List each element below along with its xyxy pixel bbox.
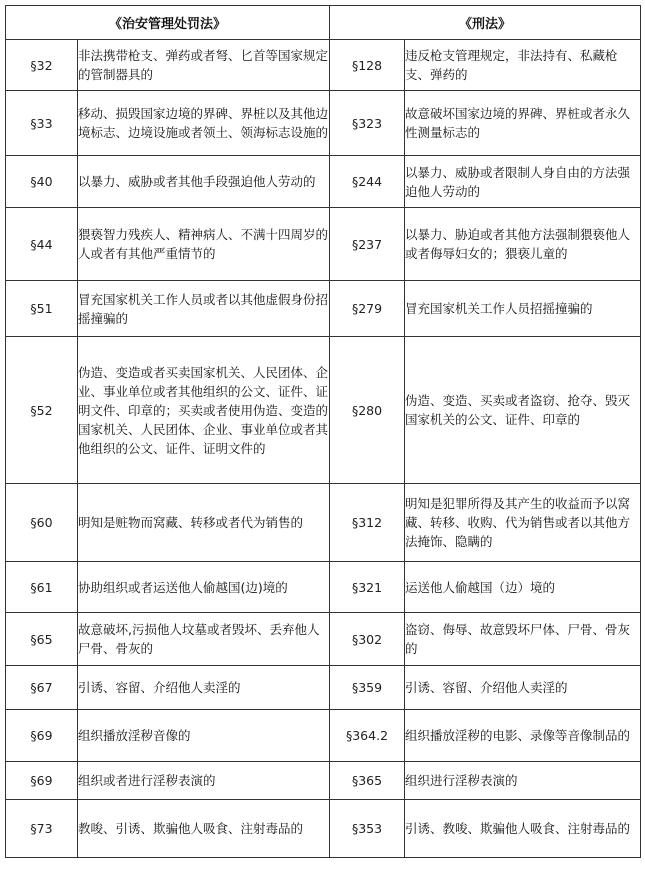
table-row <box>6 613 641 666</box>
law-section-number: §69 <box>6 710 78 762</box>
law-offense-text: 移动、损毁国家边境的界碑、界桩以及其他边境标志、边境设施或者领土、领海标志设施的 <box>78 91 330 156</box>
law-section-number: §51 <box>6 281 78 337</box>
law-section-number: §60 <box>6 484 78 562</box>
table-row <box>6 281 641 337</box>
table-row <box>6 484 641 562</box>
law-offense-text: 引诱、容留、介绍他人卖淫的 <box>78 666 330 710</box>
criminal-section-number: §323 <box>330 91 405 156</box>
table-row <box>6 156 641 208</box>
law-offense-text: 非法携带枪支、弹药或者弩、匕首等国家规定的管制器具的 <box>78 40 330 91</box>
table-row <box>6 710 641 762</box>
criminal-section-number: §353 <box>330 800 405 858</box>
header-criminal-law: 《刑法》 <box>330 6 641 40</box>
law-section-number: §33 <box>6 91 78 156</box>
criminal-offense-text: 引诱、容留、介绍他人卖淫的 <box>405 666 641 710</box>
law-section-number: §61 <box>6 562 78 613</box>
criminal-section-number: §365 <box>330 762 405 800</box>
criminal-section-number: §364.2 <box>330 710 405 762</box>
header-row <box>6 6 641 40</box>
criminal-offense-text: 引诱、教唆、欺骗他人吸食、注射毒品的 <box>405 800 641 858</box>
criminal-offense-text: 以暴力、胁迫或者其他方法强制猥亵他人或者侮辱妇女的；猥亵儿童的 <box>405 208 641 281</box>
table-body <box>6 40 641 858</box>
law-offense-text: 伪造、变造或者买卖国家机关、人民团体、企业、事业单位或者其他组织的公文、证件、证明文件、印章的；买卖或者使用伪造、变造的国家机关、人民团体、企业、事业单位或者其他组织的公文、证件、证明文件的 <box>78 337 330 484</box>
criminal-section-number: §244 <box>330 156 405 208</box>
law-offense-text: 明知是赃物而窝藏、转移或者代为销售的 <box>78 484 330 562</box>
law-section-number: §65 <box>6 613 78 666</box>
table-row <box>6 800 641 858</box>
table-row <box>6 40 641 91</box>
criminal-offense-text: 盗窃、侮辱、故意毁坏尸体、尸骨、骨灰的 <box>405 613 641 666</box>
criminal-section-number: §279 <box>330 281 405 337</box>
comparison-table <box>5 5 641 858</box>
law-offense-text: 教唆、引诱、欺骗他人吸食、注射毒品的 <box>78 800 330 858</box>
table-row <box>6 666 641 710</box>
law-section-number: §44 <box>6 208 78 281</box>
law-offense-text: 协助组织或者运送他人偷越国(边)境的 <box>78 562 330 613</box>
law-section-number: §40 <box>6 156 78 208</box>
table-row <box>6 208 641 281</box>
law-offense-text: 冒充国家机关工作人员或者以其他虚假身份招摇撞骗的 <box>78 281 330 337</box>
criminal-section-number: §359 <box>330 666 405 710</box>
table-row <box>6 562 641 613</box>
law-offense-text: 组织或者进行淫秽表演的 <box>78 762 330 800</box>
criminal-section-number: §321 <box>330 562 405 613</box>
header-public-security-law: 《治安管理处罚法》 <box>6 6 330 40</box>
criminal-offense-text: 以暴力、威胁或者限制人身自由的方法强迫他人劳动的 <box>405 156 641 208</box>
criminal-offense-text: 伪造、变造、买卖或者盗窃、抢夺、毁灭国家机关的公文、证件、印章的 <box>405 337 641 484</box>
criminal-section-number: §128 <box>330 40 405 91</box>
criminal-section-number: §237 <box>330 208 405 281</box>
criminal-offense-text: 运送他人偷越国（边）境的 <box>405 562 641 613</box>
law-section-number: §32 <box>6 40 78 91</box>
table-row <box>6 91 641 156</box>
table-row <box>6 762 641 800</box>
criminal-section-number: §280 <box>330 337 405 484</box>
criminal-section-number: §312 <box>330 484 405 562</box>
criminal-offense-text: 组织进行淫秽表演的 <box>405 762 641 800</box>
law-offense-text: 故意破坏,污损他人坟墓或者毁坏、丢弃他人尸骨、骨灰的 <box>78 613 330 666</box>
law-section-number: §73 <box>6 800 78 858</box>
table-row <box>6 337 641 484</box>
law-offense-text: 猥亵智力残疾人、精神病人、不满十四周岁的人或者有其他严重情节的 <box>78 208 330 281</box>
law-section-number: §67 <box>6 666 78 710</box>
criminal-offense-text: 违反枪支管理规定，非法持有、私藏枪支、弹药的 <box>405 40 641 91</box>
criminal-offense-text: 冒充国家机关工作人员招摇撞骗的 <box>405 281 641 337</box>
criminal-offense-text: 明知是犯罪所得及其产生的收益而予以窝藏、转移、收购、代为销售或者以其他方法掩饰、隐瞒的 <box>405 484 641 562</box>
criminal-section-number: §302 <box>330 613 405 666</box>
law-section-number: §52 <box>6 337 78 484</box>
criminal-offense-text: 组织播放淫秽的电影、录像等音像制品的 <box>405 710 641 762</box>
law-offense-text: 以暴力、威胁或者其他手段强迫他人劳动的 <box>78 156 330 208</box>
criminal-offense-text: 故意破坏国家边境的界碑、界桩或者永久性测量标志的 <box>405 91 641 156</box>
law-section-number: §69 <box>6 762 78 800</box>
law-offense-text: 组织播放淫秽音像的 <box>78 710 330 762</box>
